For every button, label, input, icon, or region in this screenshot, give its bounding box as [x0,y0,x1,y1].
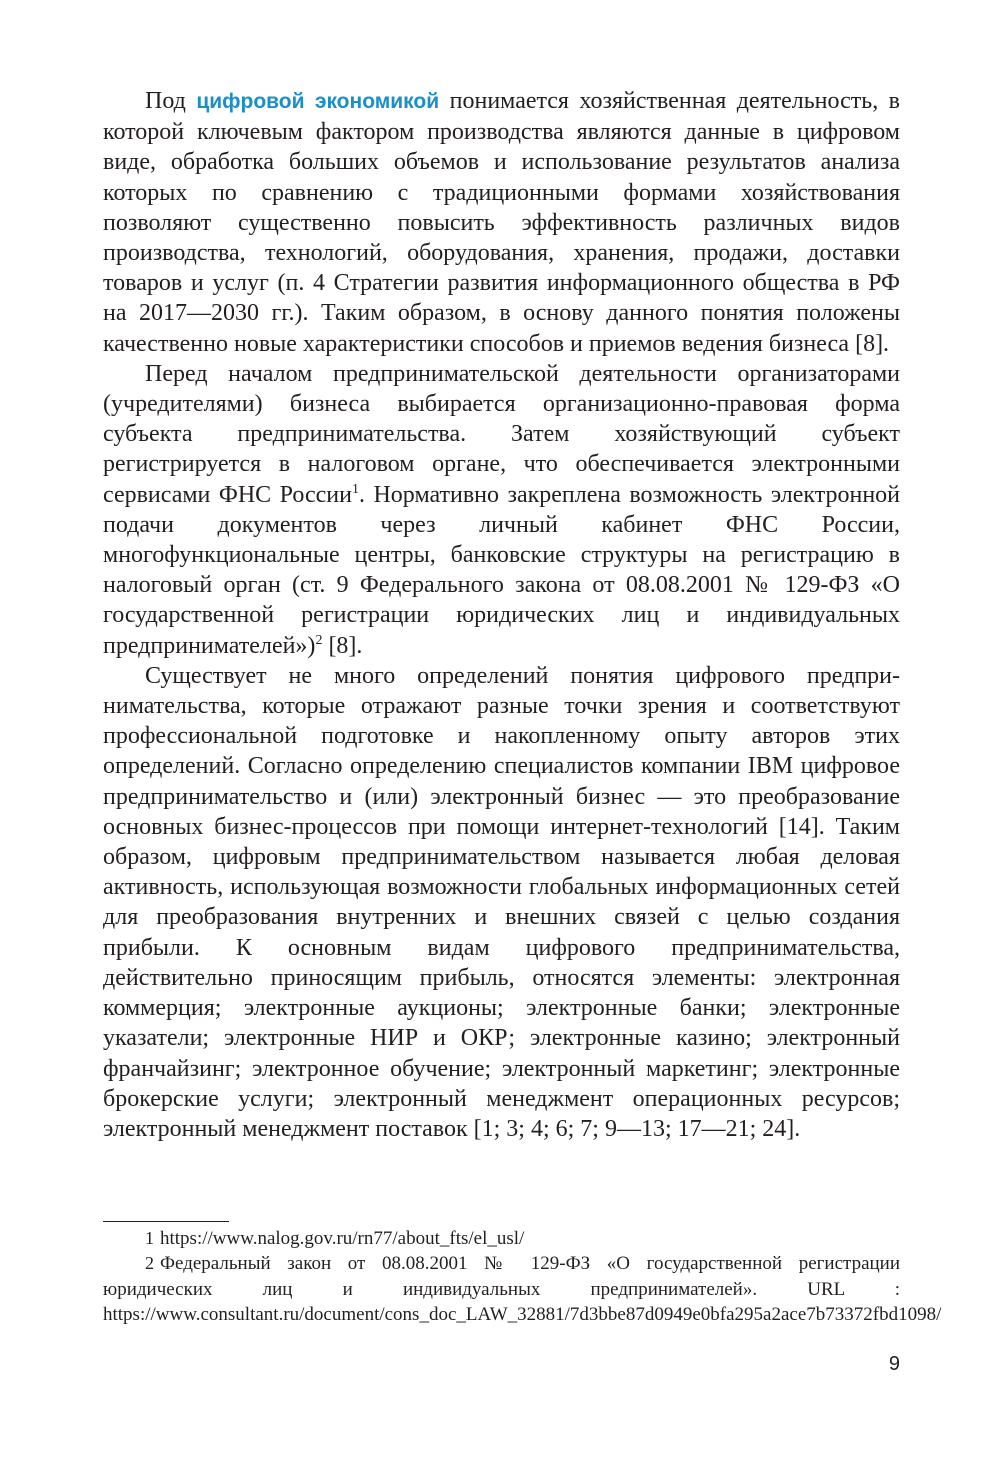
footnote-ref-1: 1 [352,481,359,497]
paragraph-text: Существует не много определений понятия цифрового предпринимательства, которые отражают разные точки зрения и соответствуют профессиональной подготовке и накопленному опыту авторов этих определений. Согласно определению специалистов компании IBM цифровое предпринимательство и (или) электронный бизнес — это преобразование основных бизнес-процессов при помощи интернет-технологий [14]. Таким образом, цифровым предпринимательством называется любая деловая активность, использующая возможности глобальных информационных сетей для преобразования внутренних и внешних связей с целью создания прибыли. К основным видам цифрового предпринимательства, действительно приносящим прибыль, относятся элементы: электронная коммерция; электронные аукционы; электронные банки; электронные указатели; электронные НИР и ОКР; электронные казино; электронный франчайзинг; электронное обучение; электронный маркетинг; электронные брокерские услуги; электронный менеджмент операционных ресурсов; электронный менеджмент поставок [1; 3; 4; 6; 7; 9—13; 17—21; 24]. [103,662,900,1142]
footnote-divider [103,1221,229,1222]
footnote-text: Федеральный закон от 08.08.2001 № 129-ФЗ «О государственной регистрации юридических лиц и индивидуальных предпринимателей». URL : https://www.consultant.ru/document/cons_doc_LAW_32881/7d3bbe87d0949e0bfa295a2ace7b73372fbd1098/ [103,1253,942,1325]
footnote-mark: 2 [145,1253,154,1274]
page-body [103,86,900,1144]
footnote-mark: 1 [145,1228,154,1248]
page-number: 9 [888,1353,900,1375]
footnotes [103,1226,942,1327]
footnote-ref-2: 2 [315,632,323,648]
footnote-1 [103,1226,900,1251]
paragraph-text-part: Перед началом предпринимательской деятельности организаторами (учредителями) бизнеса выбирается организационно-правовая форма субъекта предпринимательства. Затем хозяйствующий субъект регистрируется в налоговом органе, что обеспечивается электронными сервисами ФНС России [103,360,900,508]
paragraph-text: понимается хозяйственная деятельность, в которой ключевым фактором производства являются данные в цифровом виде, обработка больших объемов и использование результатов анализа которых по сравнению с традиционными формами хозяйствования позволяют существенно повысить эффективность различных видов производства, технологий, оборудования, хранения, продажи, доставки товаров и услуг (п. 4 Стратегии развития информационного общества в РФ на 2017—2030 гг.). Таким образом, в основу данного понятия положены качественно новые характеристики способов и приемов ведения бизнеса [8]. [103,88,901,357]
paragraph-digital-economy [103,86,900,359]
paragraph-text-part: [8]. [322,632,363,659]
paragraph-digital-entrepreneurship [103,661,900,1144]
footnote-link-text[interactable]: https://www.nalog.gov.ru/rn77/about_fts/el_usl/ [160,1228,525,1249]
paragraph-text-part: . Нормативно закреплена возможность электронной подачи документов через личный кабинет ФНС России, многофункциональные центры, банковские структуры на регистрацию в налоговый орган (ст. 9 Федерального закона от 08.08.2001 № 129-ФЗ «О государственной регистрации юридических лиц и индивидуальных предпринимателей») [103,481,901,659]
paragraph-registration [103,359,900,661]
paragraph-lead-text: Под [145,88,197,114]
highlighted-term: цифровой экономикой [196,90,440,113]
footnote-2 [103,1251,942,1327]
